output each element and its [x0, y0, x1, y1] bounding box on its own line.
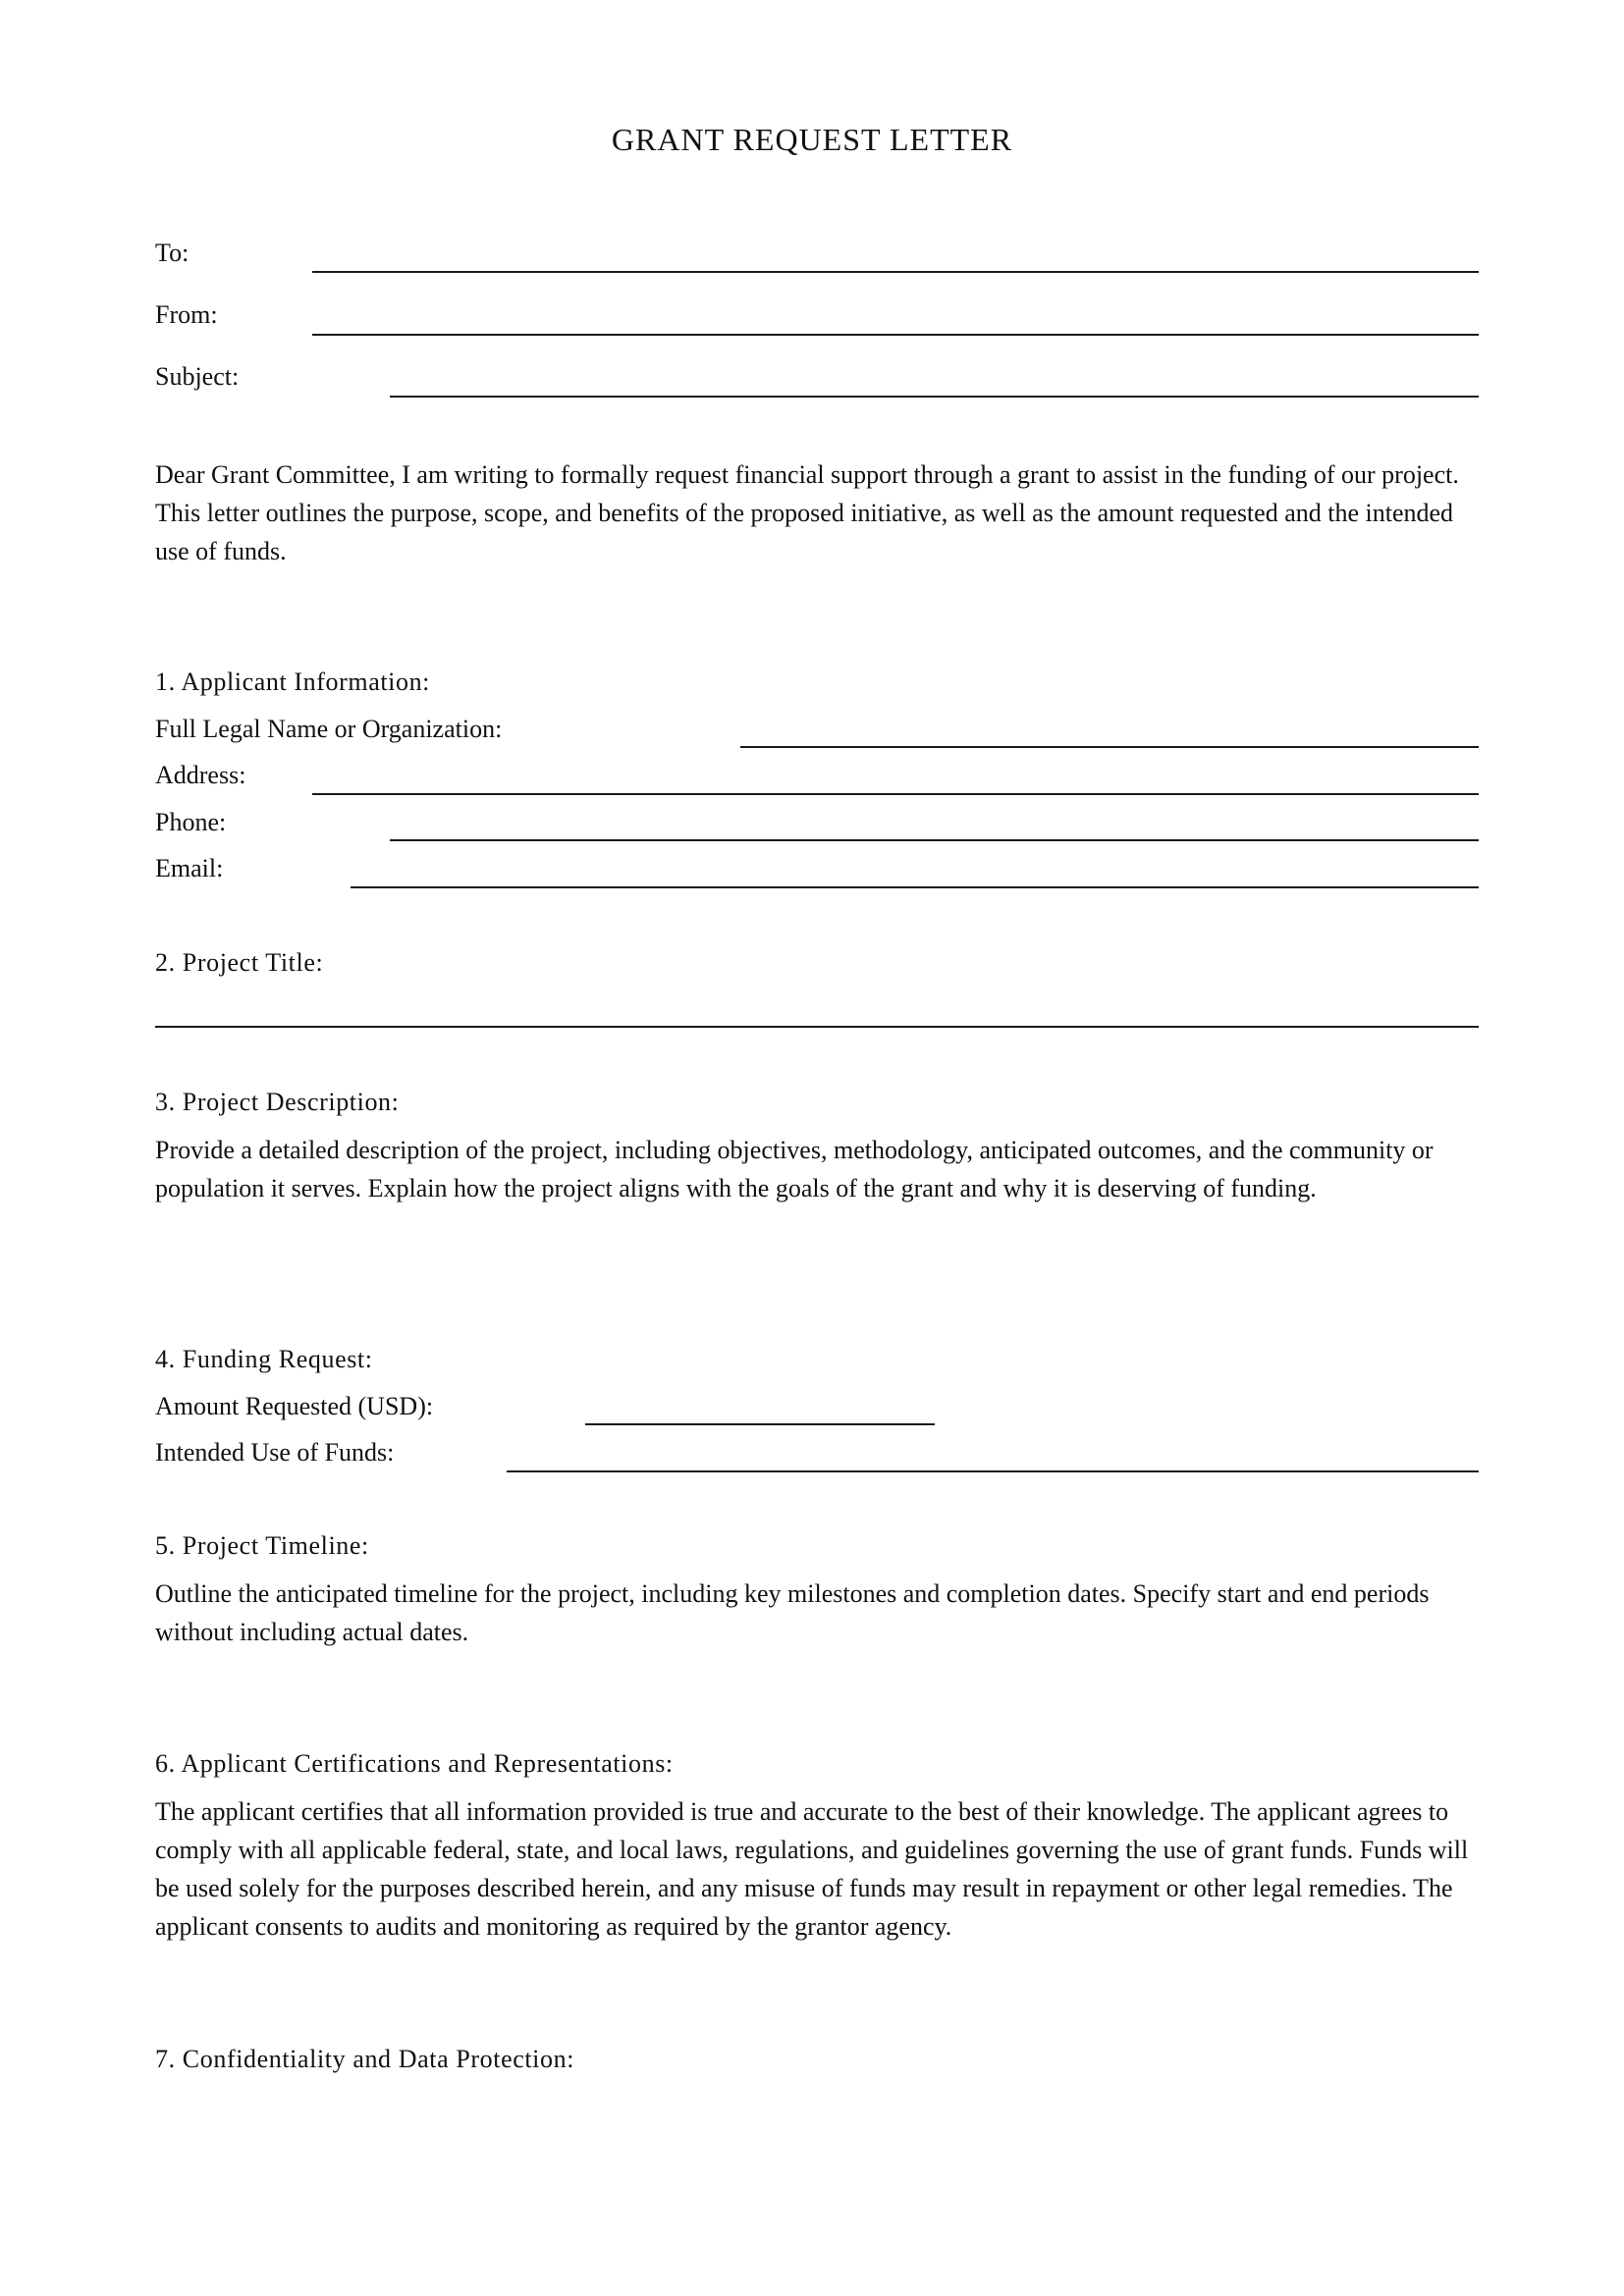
applicant-info-heading: 1. Applicant Information:: [155, 667, 431, 696]
to-field-line[interactable]: [312, 271, 1479, 273]
certifications-heading: 6. Applicant Certifications and Representations:: [155, 1749, 674, 1778]
address-field-line[interactable]: [312, 793, 1479, 795]
project-title-heading: 2. Project Title:: [155, 948, 324, 977]
email-label: Email:: [155, 854, 224, 882]
subject-label: Subject:: [155, 362, 240, 391]
address-label: Address:: [155, 761, 246, 789]
from-label: From:: [155, 300, 218, 329]
intended-use-field-line[interactable]: [507, 1470, 1479, 1472]
project-description-heading: 3. Project Description:: [155, 1088, 400, 1116]
document-title: GRANT REQUEST LETTER: [611, 122, 1013, 157]
to-label: To:: [155, 239, 189, 267]
intro-paragraph: Dear Grant Committee, I am writing to formally request financial support through a grant to assist in the funding of our project. This letter outlines the purpose, scope, and benefits of the proposed initiative, as well as the amount requested and the intended use of funds.: [155, 460, 1459, 565]
confidentiality-heading: 7. Confidentiality and Data Protection:: [155, 2045, 575, 2073]
full-name-label: Full Legal Name or Organization:: [155, 715, 503, 743]
email-field-line[interactable]: [351, 886, 1479, 888]
certifications-text: The applicant certifies that all information provided is true and accurate to the best of their knowledge. The applicant agrees to comply with all applicable federal, state, and local laws, regulations, and guidelines governing the use of grant funds. Funds will be used solely for the purposes described herein, and any misuse of funds may result in repayment or other legal remedies. The applicant consents to audits and monitoring as required by the grantor agency.: [155, 1797, 1469, 1941]
phone-label: Phone:: [155, 808, 227, 836]
amount-requested-field-line[interactable]: [585, 1423, 935, 1425]
full-name-field-line[interactable]: [740, 746, 1479, 748]
project-title-field-line[interactable]: [155, 1026, 1479, 1028]
funding-request-heading: 4. Funding Request:: [155, 1345, 373, 1373]
phone-field-line[interactable]: [390, 839, 1479, 841]
from-field-line[interactable]: [312, 334, 1479, 336]
amount-requested-label: Amount Requested (USD):: [155, 1392, 434, 1420]
intended-use-label: Intended Use of Funds:: [155, 1438, 395, 1467]
project-description-text: Provide a detailed description of the project, including objectives, methodology, anticipated outcomes, and the community or population it serves. Explain how the project aligns with the goals of the grant and why it is deserving of funding.: [155, 1136, 1434, 1202]
project-timeline-text: Outline the anticipated timeline for the project, including key milestones and completion dates. Specify start and end periods without including actual dates.: [155, 1579, 1430, 1646]
project-timeline-heading: 5. Project Timeline:: [155, 1531, 369, 1560]
subject-field-line[interactable]: [390, 396, 1479, 398]
